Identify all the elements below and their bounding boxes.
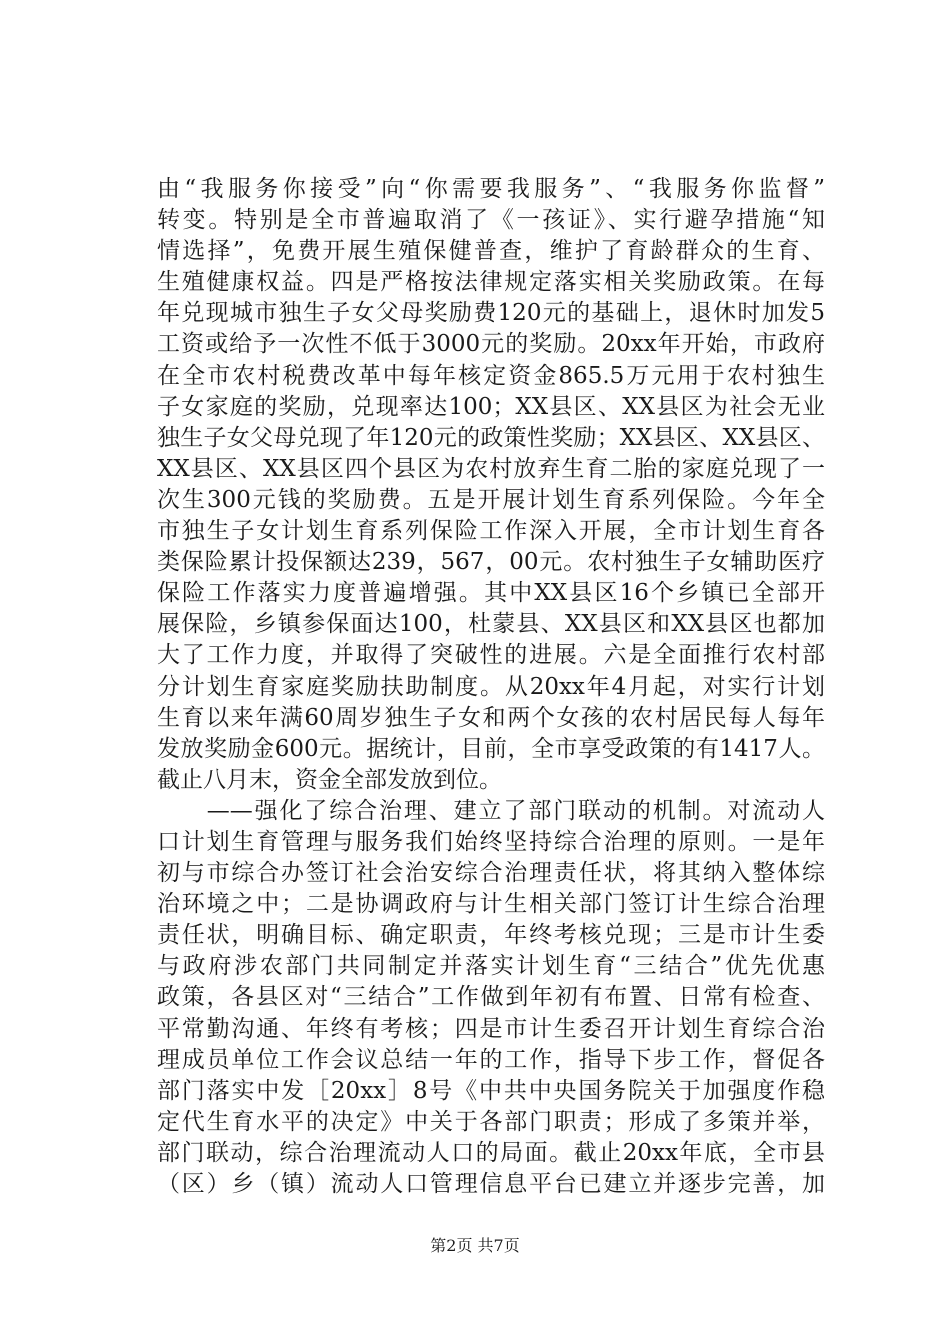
text-line: XX县区、XX县区四个县区为农村放弃生育二胎的家庭兑现了一 (157, 455, 825, 482)
text-line: （区）乡（镇）流动人口管理信息平台已建立并逐步完善，加 (157, 1171, 825, 1197)
text-line: 年兑现城市独生子女父母奖励费120元的基础上，退休时加发5 (157, 300, 825, 327)
text-line: 平常勤沟通、年终有考核；四是市计生委召开计划生育综合治 (157, 1015, 825, 1042)
text-line: 与政府涉农部门共同制定并落实计划生育“三结合”优先优惠 (157, 953, 825, 980)
text-line: 治环境之中；二是协调政府与计生相关部门签订计生综合治理 (157, 891, 825, 918)
text-line: 在全市农村税费改革中每年核定资金865.5万元用于农村独生 (157, 362, 825, 389)
text-line: 工资或给予一次性不低于3000元的奖励。20xx年开始，市政府 (157, 331, 825, 358)
page-footer: 第2页 共7页 (430, 1236, 520, 1255)
text-line: 部门联动，综合治理流动人口的局面。截止20xx年底，全市县 (157, 1139, 825, 1166)
text-line: 次生300元钱的奖励费。五是开展计划生育系列保险。今年全 (157, 486, 825, 513)
text-line: 分计划生育家庭奖励扶助制度。从20xx年4月起，对实行计划 (157, 673, 825, 700)
text-line: 大了工作力度，并取得了突破性的进展。六是全面推行农村部 (157, 642, 825, 669)
text-line: 子女家庭的奖励，兑现率达100；XX县区、XX县区为社会无业 (157, 393, 825, 420)
text-line: 保险工作落实力度普遍增强。其中XX县区16个乡镇已全部开 (157, 580, 825, 607)
text-line: 发放奖励金600元。据统计，目前，全市享受政策的有1417人。 (157, 735, 825, 762)
text-line: ——强化了综合治理、建立了部门联动的机制。对流动人 (157, 797, 825, 824)
text-line: 口计划生育管理与服务我们始终坚持综合治理的原则。一是年 (157, 828, 825, 855)
text-line: 生殖健康权益。四是严格按法律规定落实相关奖励政策。在每 (157, 269, 825, 296)
text-line: 类保险累计投保额达239，567，00元。农村独生子女辅助医疗 (157, 549, 825, 576)
text-line: 理成员单位工作会议总结一年的工作，指导下步工作，督促各 (157, 1046, 825, 1073)
text-line: 截止八月末，资金全部发放到位。 (157, 766, 502, 793)
text-line: 初与市综合办签订社会治安综合治理责任状，将其纳入整体综 (157, 860, 825, 887)
text-line: 部门落实中发［20xx］8号《中共中央国务院关于加强度作稳 (157, 1077, 825, 1104)
text-line: 展保险，乡镇参保面达100，杜蒙县、XX县区和XX县区也都加 (157, 611, 825, 638)
text-line: 转变。特别是全市普遍取消了《一孩证》、实行避孕措施“知 (157, 207, 825, 234)
text-line: 责任状，明确目标、确定职责，年终考核兑现；三是市计生委 (157, 922, 825, 949)
text-line: 独生子女父母兑现了年120元的政策性奖励；XX县区、XX县区、 (157, 424, 825, 451)
text-line: 市独生子女计划生育系列保险工作深入开展，全市计划生育各 (157, 518, 825, 545)
document-body (157, 174, 825, 1200)
text-line: 定代生育水平的决定》中关于各部门职责；形成了多策并举， (157, 1108, 825, 1135)
text-line: 政策，各县区对“三结合”工作做到年初有布置、日常有检查、 (157, 984, 825, 1011)
text-line: 生育以来年满60周岁独生子女和两个女孩的农村居民每人每年 (157, 704, 825, 731)
text-line: 由“我服务你接受”向“你需要我服务”、“我服务你监督” (157, 176, 825, 202)
text-line: 情选择”，免费开展生殖保健普查，维护了育龄群众的生育、 (157, 238, 825, 265)
